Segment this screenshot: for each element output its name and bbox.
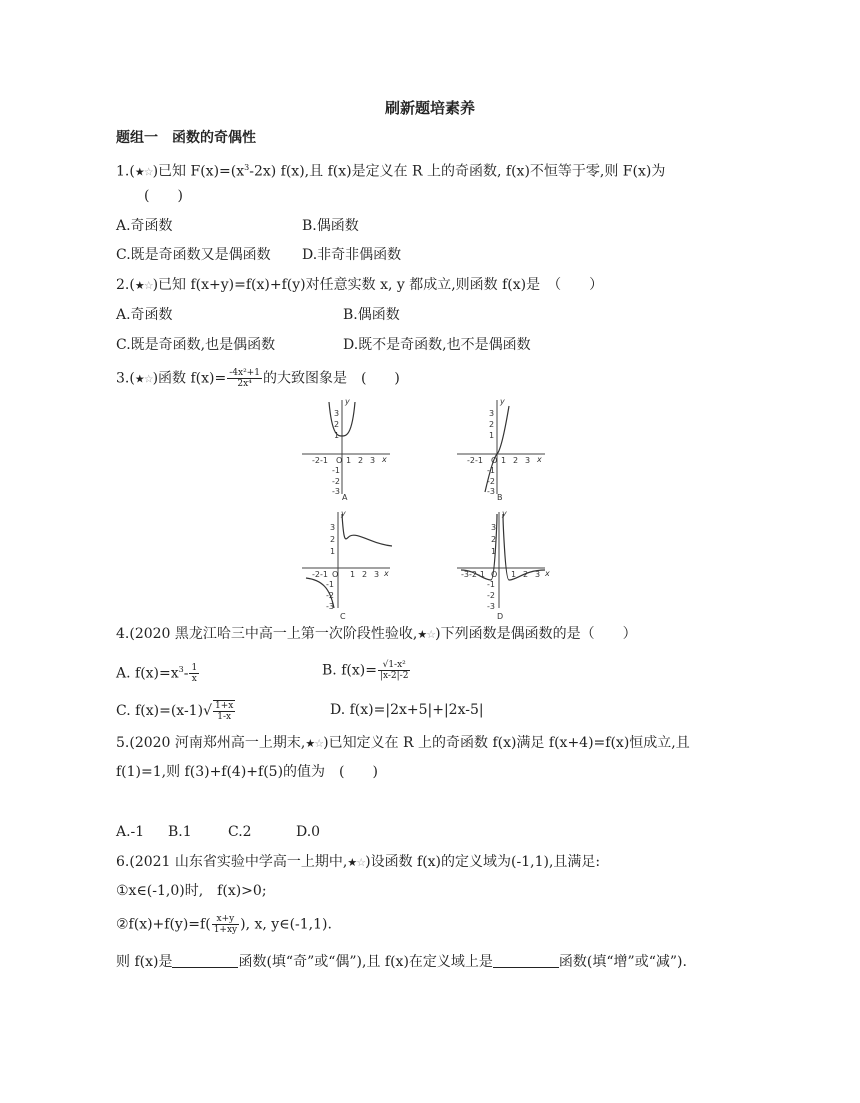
question-number: 1.	[116, 163, 130, 180]
svg-text:2: 2	[489, 420, 495, 429]
svg-text:1: 1	[511, 570, 517, 579]
function-fraction: $\frac{\text{-4x²+1}}{\text{2x⁴}}$	[229, 368, 260, 389]
answer-blank-1[interactable]	[172, 953, 238, 968]
svg-text:-3: -3	[332, 487, 340, 496]
svg-text:2: 2	[330, 535, 336, 544]
option-a: A.奇函数	[116, 307, 173, 323]
graph-d[interactable]	[447, 508, 557, 623]
question-5-stem-line2: f(1)=1,则 f(3)+f(4)+f(5)的值为 ( )	[116, 764, 378, 780]
difficulty-star-icon: ★☆	[134, 165, 153, 179]
question-4-stem: 4.(2020 黑龙江哈三中高一上第一次阶段性验收,★☆)下列函数是偶函数的是（ ）	[116, 626, 637, 642]
svg-text:1: 1	[491, 547, 497, 556]
svg-text:3: 3	[491, 523, 497, 532]
svg-text:x: x	[382, 455, 387, 464]
svg-text:-1: -1	[326, 580, 334, 589]
svg-text:2: 2	[491, 535, 497, 544]
option-b: B.偶函数	[302, 218, 359, 234]
difficulty-star-icon: ★☆	[417, 628, 436, 641]
answer-blank-2[interactable]	[493, 953, 559, 968]
svg-text:A: A	[342, 493, 348, 502]
svg-text:-2: -2	[487, 477, 495, 486]
option-d: D.0	[296, 824, 321, 840]
svg-text:x: x	[545, 569, 550, 578]
svg-text:-3: -3	[487, 487, 495, 496]
svg-text:-1: -1	[487, 466, 495, 475]
svg-text:O: O	[332, 570, 339, 579]
group-heading: 题组一 函数的奇偶性	[116, 130, 256, 146]
difficulty-star-icon: ★☆	[305, 737, 324, 750]
graph-c[interactable]	[292, 508, 402, 623]
svg-text:2: 2	[358, 456, 364, 465]
question-2-stem: 2.(★☆)已知 f(x+y)=f(x)+f(y)对任意实数 x, y 都成立,则函数 f(x)是 （ ）	[116, 277, 604, 293]
option-d: D. f(x)=|2x+5|+|2x-5|	[330, 702, 484, 718]
svg-text:x: x	[537, 455, 542, 464]
svg-text:O: O	[491, 456, 498, 465]
option-d: D.非奇非偶函数	[302, 247, 402, 263]
svg-text:-2-1: -2-1	[312, 456, 328, 465]
option-a: A.-1	[116, 824, 145, 840]
option-c: C. f(x)=(x-1)√ $\frac{1+x}{1-x}$	[116, 701, 234, 722]
condition-1: ①x∈(-1,0)时, f(x)>0;	[116, 883, 267, 899]
svg-text:3: 3	[330, 523, 336, 532]
svg-text:D: D	[497, 612, 504, 621]
option-b: B.1	[168, 824, 192, 840]
svg-text:3: 3	[535, 570, 541, 579]
svg-text:-3-2-1: -3-2-1	[461, 570, 485, 579]
svg-text:2: 2	[523, 570, 529, 579]
difficulty-star-icon: ★☆	[134, 279, 153, 292]
question-6-stem: 6.(2021 山东省实验中学高一上期中,★☆)设函数 f(x)的定义域为(-1,1),且满足:	[116, 854, 601, 870]
svg-text:C: C	[340, 612, 346, 621]
svg-text:1: 1	[330, 547, 336, 556]
graph-b[interactable]	[447, 396, 557, 506]
difficulty-star-icon: ★☆	[134, 372, 153, 386]
answer-paren: ( )	[144, 188, 183, 204]
svg-text:-1: -1	[487, 580, 495, 589]
svg-text:-1: -1	[332, 466, 340, 475]
svg-text:2: 2	[513, 456, 519, 465]
svg-text:3: 3	[334, 409, 340, 418]
svg-text:3: 3	[525, 456, 531, 465]
svg-text:y: y	[500, 397, 505, 406]
svg-text:-3: -3	[487, 602, 495, 611]
option-c: C.既是奇函数又是偶函数	[116, 247, 271, 263]
svg-text:1: 1	[334, 431, 340, 440]
svg-text:2: 2	[362, 570, 368, 579]
svg-text:1: 1	[350, 570, 356, 579]
question-5-stem: 5.(2020 河南郑州高一上期末,★☆)已知定义在 R 上的奇函数 f(x)满足 f(x+4)=f(x)恒成立,且	[116, 735, 690, 751]
svg-text:1: 1	[489, 431, 495, 440]
svg-text:B: B	[497, 493, 503, 502]
question-1-stem: 1.(★☆)已知 $F(x)=(x^3-2x)$ f(x),且 f(x)是定义在 R 上的奇函数, f(x)不恒等于零,则 F(x)为	[116, 163, 666, 180]
option-b: B. f(x)= $\frac{\text{√1-x²}}{|x-2|-2}$	[322, 660, 409, 681]
svg-text:3: 3	[374, 570, 380, 579]
condition-2: ②f(x)+f(y)=f( $\frac{x+y}{1+xy}$ ), x, y∈(-1,1).	[116, 914, 332, 935]
svg-text:y: y	[341, 509, 346, 518]
option-c: C.既是奇函数,也是偶函数	[116, 337, 276, 353]
svg-text:-2: -2	[326, 591, 334, 600]
svg-text:-2: -2	[487, 591, 495, 600]
option-c: C.2	[228, 824, 252, 840]
option-a: A. $f(x)=x^3-$ $\frac{1}{x}$	[116, 663, 198, 685]
page-heading: 刷新题培素养	[385, 99, 476, 117]
difficulty-star-icon: ★☆	[347, 856, 366, 869]
svg-text:O: O	[336, 456, 343, 465]
svg-text:-2: -2	[332, 477, 340, 486]
svg-text:O: O	[491, 570, 498, 579]
option-d: D.既不是奇函数,也不是偶函数	[343, 337, 531, 353]
question-3-stem: 3.(★☆)函数 f(x)= $\frac{\text{-4x²+1}}{\text{2x⁴}}$ 的大致图象是 ( )	[116, 368, 400, 389]
svg-text:-3: -3	[326, 602, 334, 611]
svg-text:y: y	[502, 509, 507, 518]
svg-text:3: 3	[489, 409, 495, 418]
svg-text:1: 1	[346, 456, 352, 465]
option-a: A.奇函数	[116, 218, 173, 234]
option-b: B.偶函数	[343, 307, 400, 323]
svg-text:3: 3	[370, 456, 376, 465]
svg-text:y: y	[345, 397, 350, 406]
svg-text:-2-1: -2-1	[312, 570, 328, 579]
svg-text:2: 2	[334, 420, 340, 429]
fill-in-line: 则 f(x)是 函数(填“奇”或“偶”),且 f(x)在定义域上是 函数(填“增”或“减”).	[116, 954, 687, 970]
svg-text:x: x	[384, 569, 389, 578]
svg-text:1: 1	[501, 456, 507, 465]
graph-a[interactable]	[292, 396, 402, 506]
svg-text:-2-1: -2-1	[467, 456, 483, 465]
